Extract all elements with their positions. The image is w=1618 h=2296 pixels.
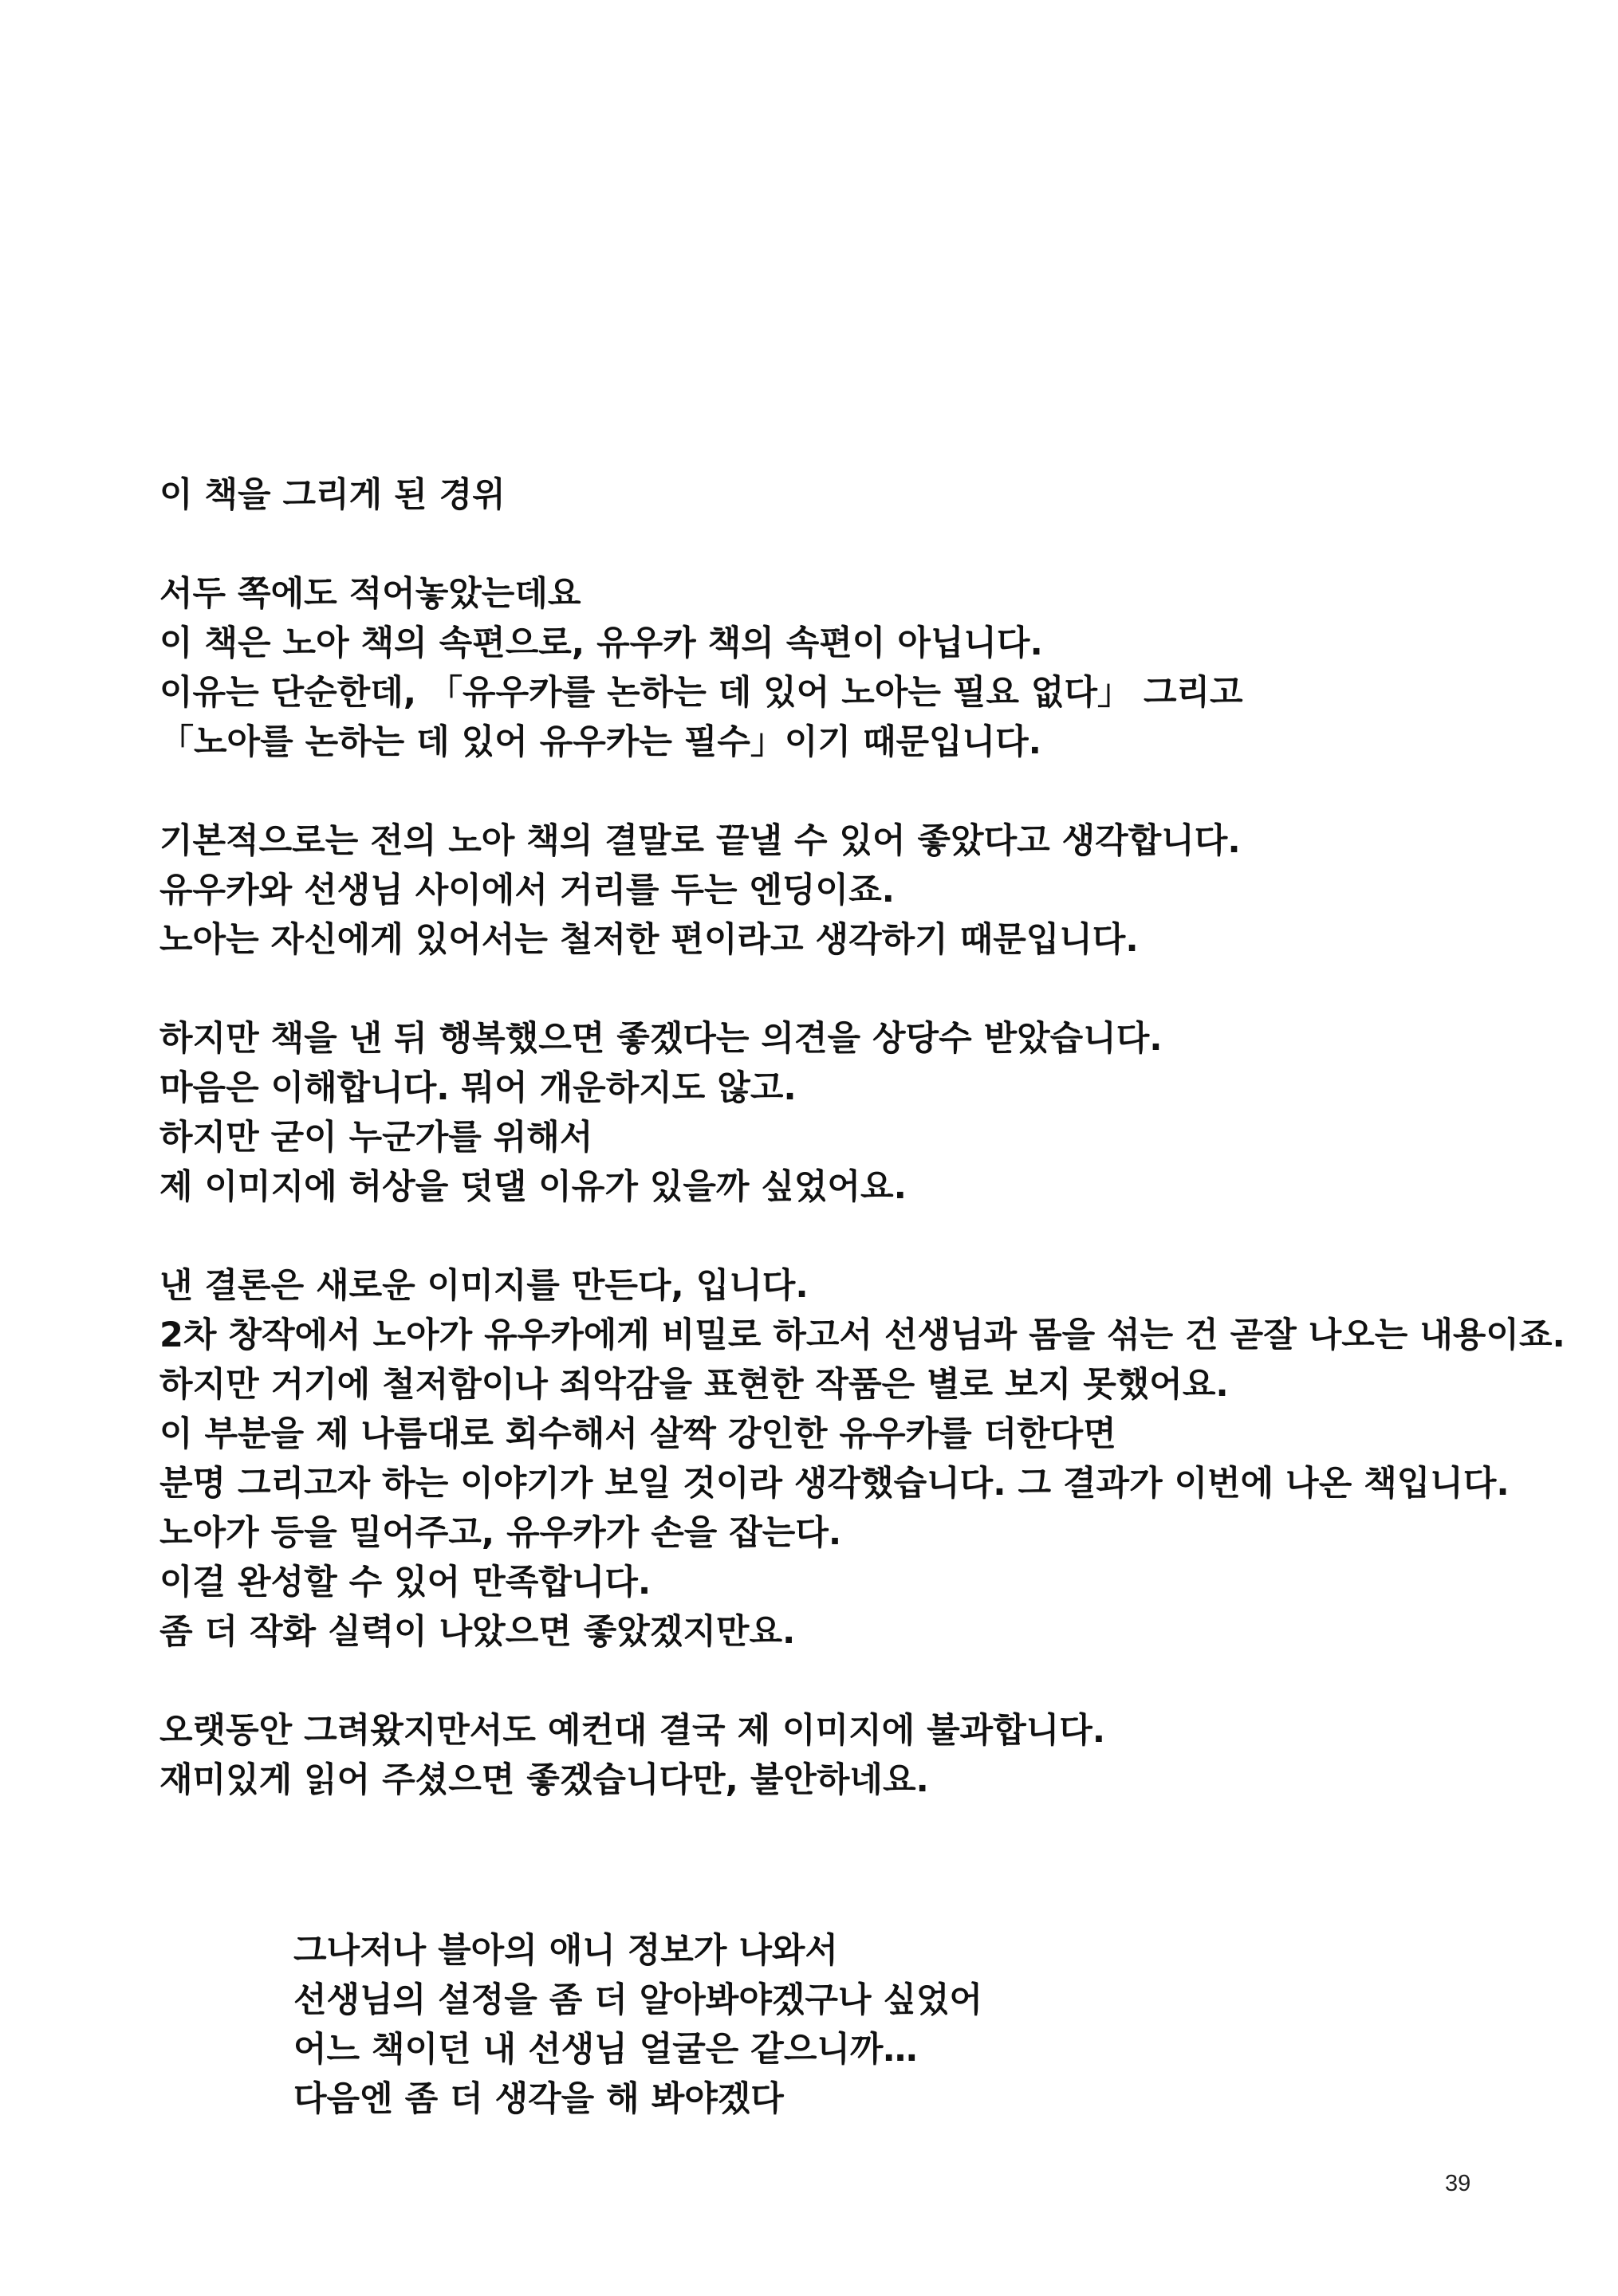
note-line: 다음엔 좀 더 생각을 해 봐야겠다 — [293, 2079, 784, 2119]
text-line: 좀 더 작화 실력이 나았으면 좋았겠지만요. — [159, 1612, 796, 1652]
text-line: 노아는 자신에게 있어서는 철저한 편이라고 생각하기 때문입니다. — [159, 920, 1139, 960]
paragraph-5 — [159, 1706, 1563, 1805]
text-line: 이걸 완성할 수 있어 만족합니다. — [159, 1563, 652, 1602]
text-line: 재미있게 읽어 주셨으면 좋겠습니다만, 불안하네요. — [159, 1760, 929, 1800]
text-line: 하지만 거기에 철저함이나 죄악감을 표현한 작품은 별로 보지 못했어요. — [159, 1365, 1229, 1405]
author-note — [293, 1926, 1410, 2124]
text-line: 「노아를 논하는 데 있어 유우카는 필수」이기 때문입니다. — [159, 722, 1041, 762]
text-line: 낸 결론은 새로운 이미지를 만든다, 입니다. — [159, 1266, 809, 1306]
note-line: 선생님의 설정을 좀 더 알아봐야겠구나 싶었어 — [293, 1980, 983, 2020]
text-line: 오랫동안 그려왔지만서도 예컨대 결국 제 이미지에 불과합니다. — [159, 1711, 1106, 1751]
text-line: 서두 쪽에도 적어놓았는데요 — [159, 574, 581, 614]
page-number: 39 — [1445, 2171, 1471, 2196]
note-line: 어느 책이던 내 선생님 얼굴은 같으니까… — [293, 2030, 918, 2070]
text-line: 이 부분을 제 나름대로 회수해서 살짝 강인한 유우카를 더한다면 — [159, 1414, 1116, 1454]
paragraph-1 — [159, 569, 1563, 767]
text-line: 이유는 단순한데, 「유우카를 논하는 데 있어 노아는 필요 없다」 그리고 — [159, 673, 1243, 713]
paragraph-4 — [159, 1261, 1563, 1657]
note-line: 그나저나 블아의 애니 정보가 나와서 — [293, 1931, 838, 1971]
afterword-body — [159, 470, 1563, 1854]
text-line: 노아가 등을 밀어주고, 유우카가 손을 잡는다. — [159, 1513, 842, 1553]
text-line: 2차 창작에서 노아가 유우카에게 비밀로 하고서 선생님과 몸을 섞는 건 곧잘 나오는 내용이죠. — [159, 1315, 1565, 1355]
text-line: 하지만 책을 낸 뒤 행복했으면 좋겠다는 의견을 상당수 받았습니다. — [159, 1019, 1163, 1059]
text-line: 분명 그리고자 하는 이야기가 보일 것이라 생각했습니다. 그 결과가 이번에 나온 책입니다. — [159, 1464, 1510, 1504]
paragraph-3 — [159, 1014, 1563, 1212]
text-line: 기본적으로는 전의 노아 책의 결말로 끝낼 수 있어 좋았다고 생각합니다. — [159, 821, 1241, 861]
text-line: 제 이미지에 허상을 덧댈 이유가 있을까 싶었어요. — [159, 1167, 907, 1207]
text-line: 하지만 굳이 누군가를 위해서 — [159, 1118, 593, 1158]
afterword-title: 이 책을 그리게 된 경위 — [159, 475, 506, 515]
text-line: 유우카와 선생님 사이에서 거리를 두는 엔딩이죠. — [159, 871, 895, 910]
text-line: 마음은 이해합니다. 뭐어 개운하지도 않고. — [159, 1068, 797, 1108]
paragraph-2 — [159, 816, 1563, 965]
text-line: 이 책은 노아 책의 속편으로, 유우카 책의 속편이 아닙니다. — [159, 623, 1043, 663]
